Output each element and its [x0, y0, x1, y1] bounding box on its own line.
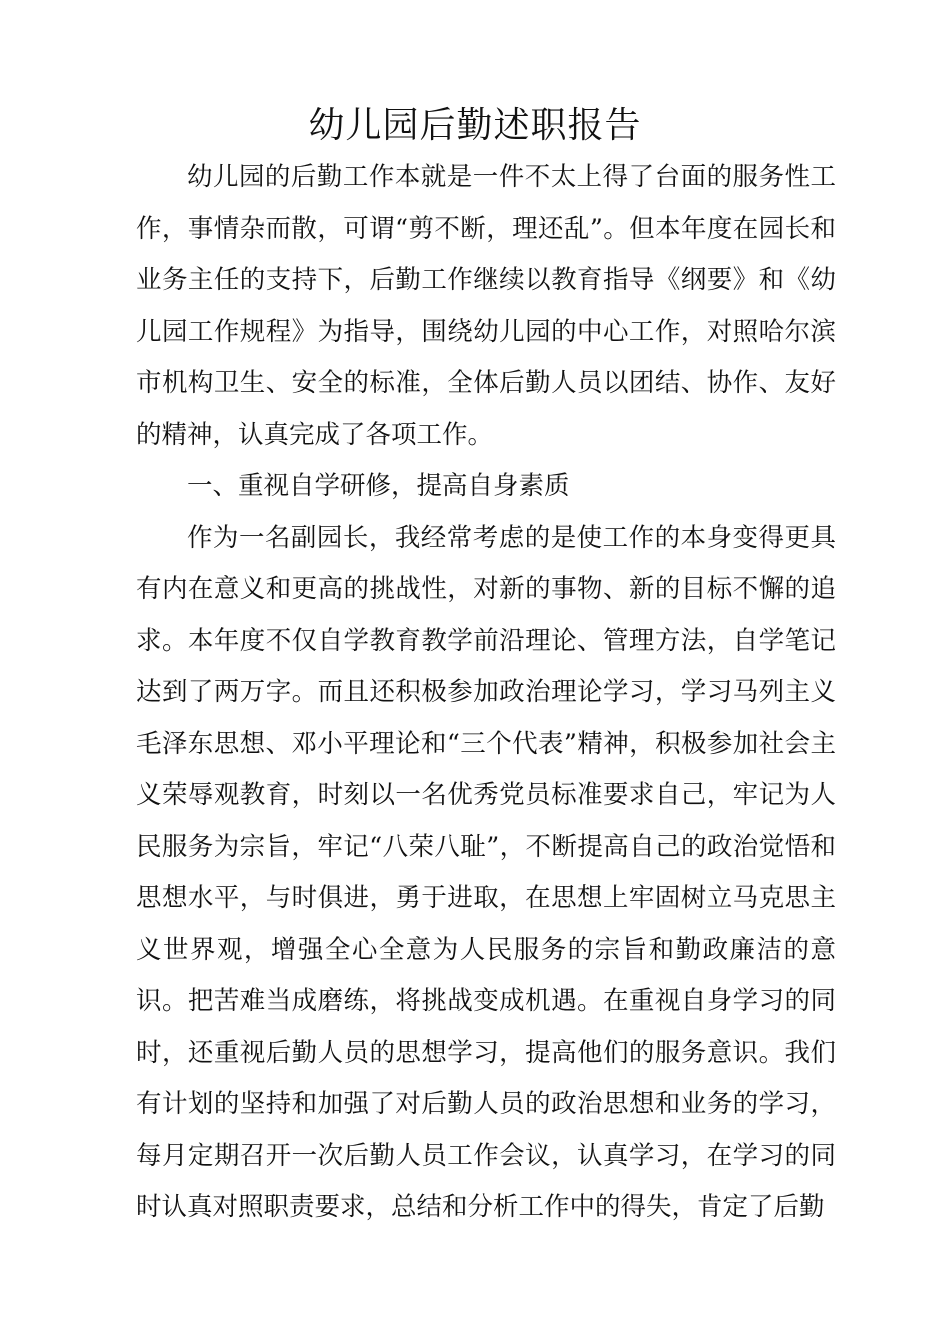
- section-heading-1: 一、重视自学研修，提高自身素质: [187, 471, 570, 501]
- paragraph-intro: 幼儿园的后勤工作本就是一件不太上得了台面的服务性工作，事情杂而散，可谓“剪不断，理还乱”。但本年度在园长和业务主任的支持下，后勤工作继续以教育指导《纲要》和《幼儿园工作规程》为指导，围绕幼儿园的中心工作，对照哈尔滨市机构卫生、安全的标准，全体后勤人员以团结、协作、友好的精神，认真完成了各项工作。: [136, 162, 836, 450]
- paragraph-section-1: 作为一名副园长，我经常考虑的是使工作的本身变得更具有内在意义和更高的挑战性，对新的事物、新的目标不懈的追求。本年度不仅自学教育教学前沿理论、管理方法，自学笔记达到了两万字。而且还积极参加政治理论学习，学习马列主义毛泽东思想、邓小平理论和“三个代表”精神，积极参加社会主义荣辱观教育，时刻以一名优秀党员标准要求自己，牢记为人民服务为宗旨，牢记“八荣八耻”，不断提高自己的政治觉悟和思想水平，与时俱进，勇于进取，在思想上牢固树立马克思主义世界观，增强全心全意为人民服务的宗旨和勤政廉洁的意识。把苦难当成磨练，将挑战变成机遇。在重视自身学习的同时，还重视后勤人员的思想学习，提高他们的服务意识。我们有计划的坚持和加强了对后勤人员的政治思想和业务的学习，每月定期召开一次后勤人员工作会议，认真学习，在学习的同时认真对照职责要求，总结和分析工作中的得失，肯定了后勤: [136, 522, 836, 1222]
- document-title: 幼儿园后勤述职报告: [308, 105, 642, 146]
- document-body: [136, 152, 836, 1234]
